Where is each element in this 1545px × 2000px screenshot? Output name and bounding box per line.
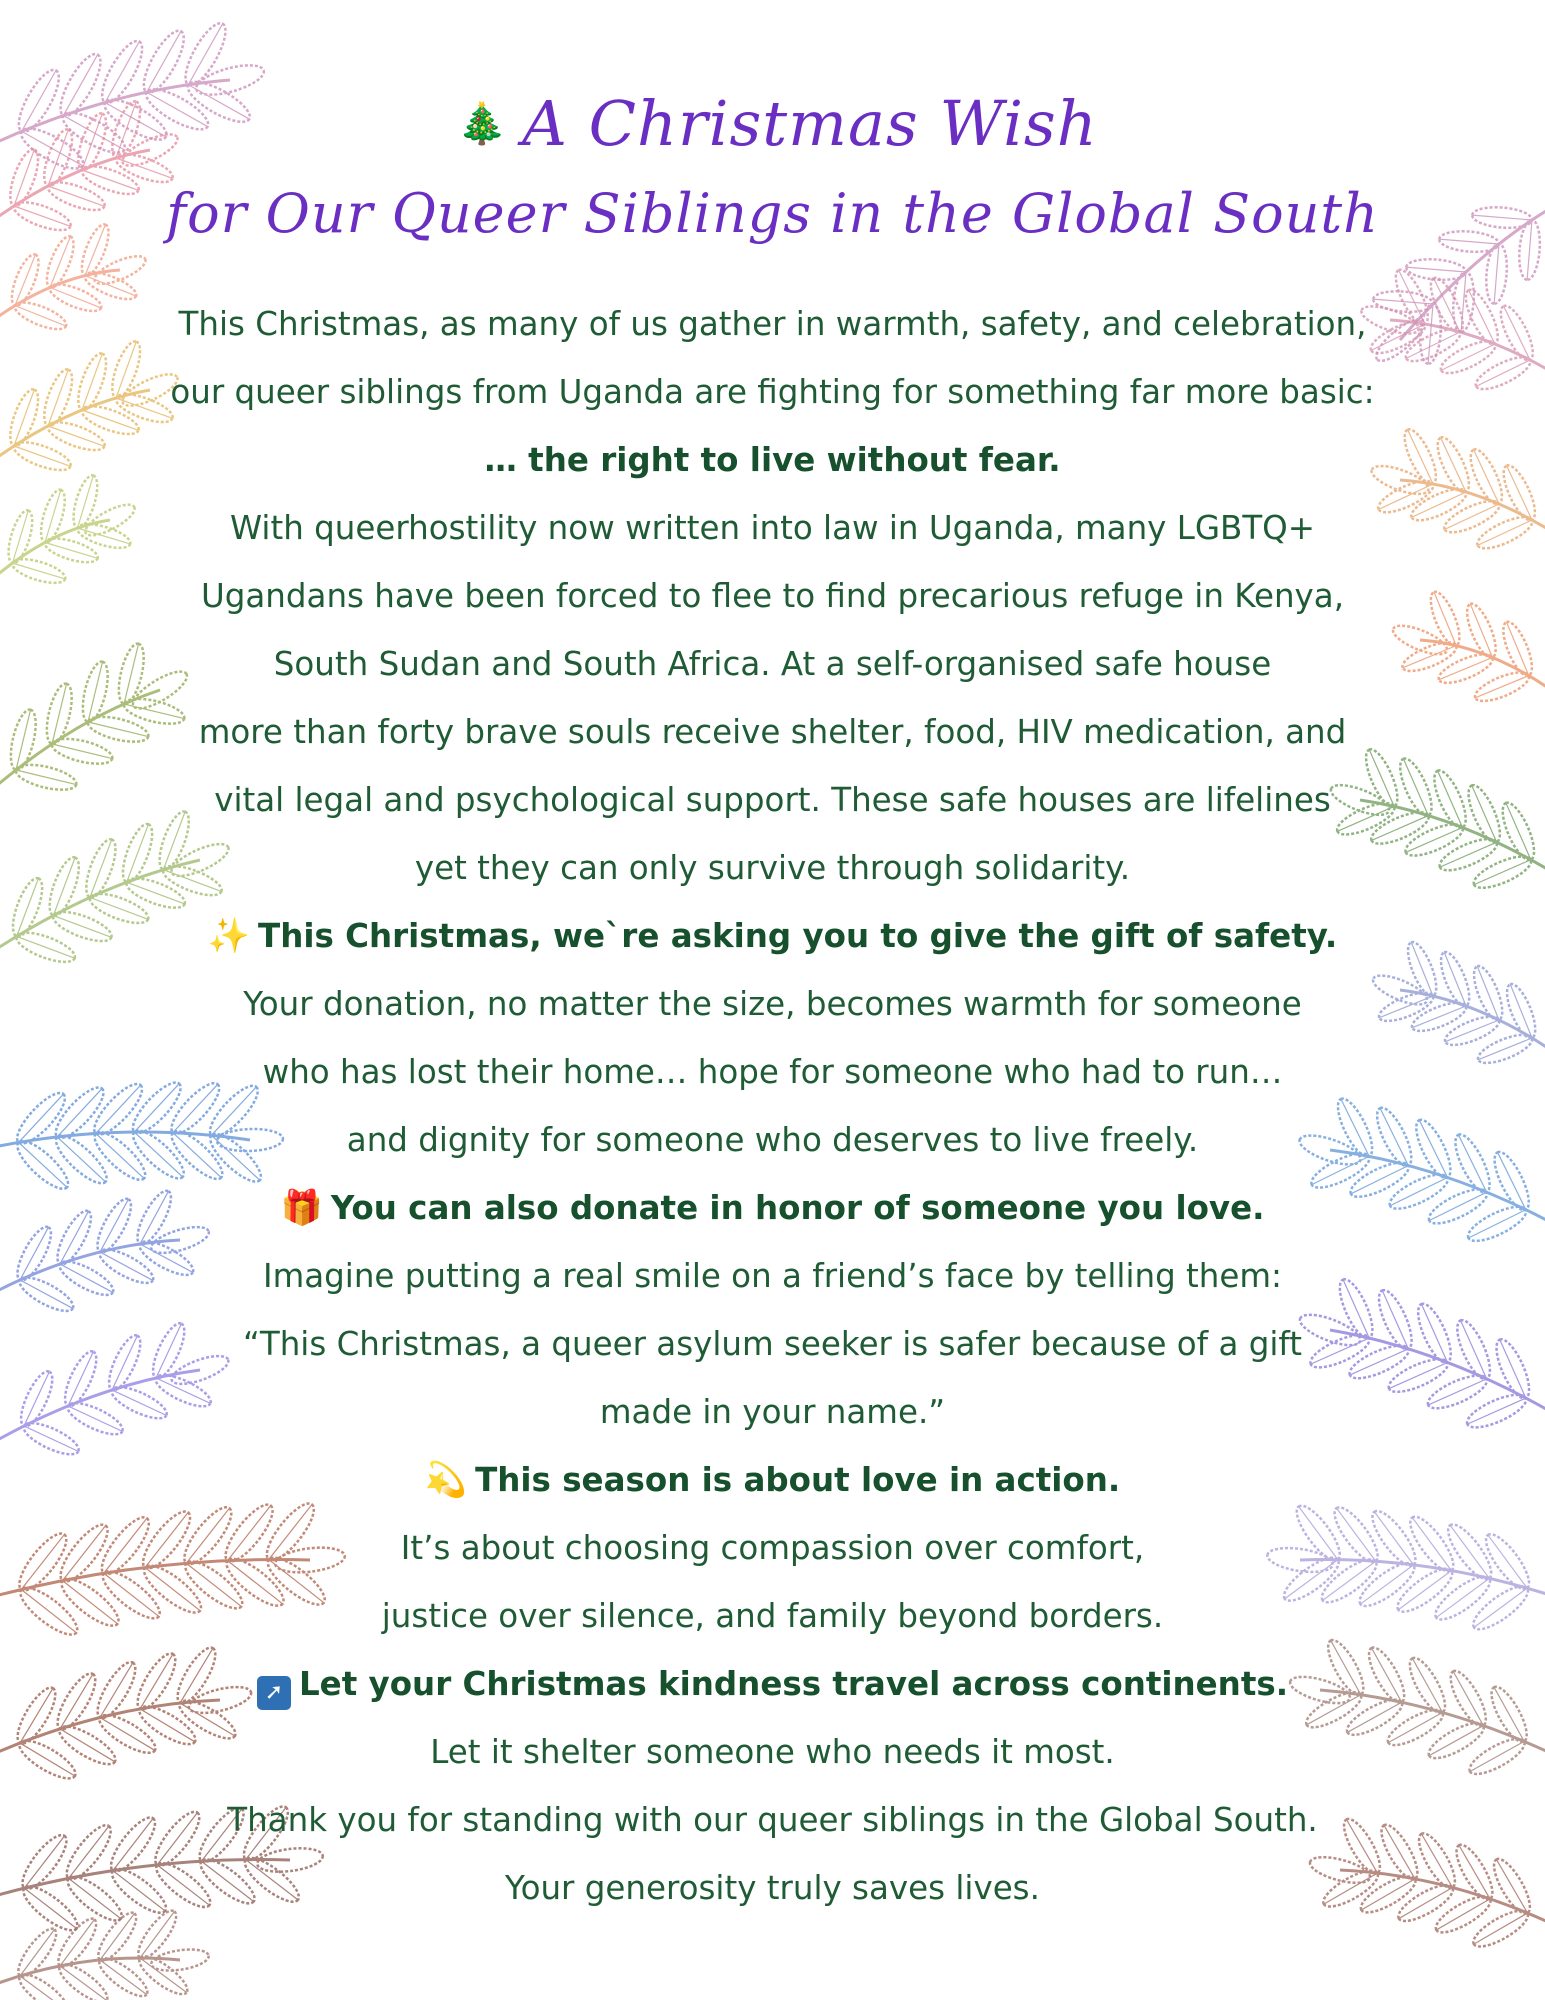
paragraph-line: vital legal and psychological support. These safe houses are lifelines	[214, 781, 1331, 819]
title-line-1: A Christmas Wish	[522, 87, 1098, 160]
paragraph-line: It’s about choosing compassion over comfort,	[400, 1529, 1145, 1567]
paragraph-line: yet they can only survive through solidarity.	[414, 849, 1131, 887]
title-line-2: for Our Queer Siblings in the Global South	[166, 182, 1379, 245]
heading-gift-of-safety: ✨ This Christmas, we`re asking you to give the gift of safety.	[0, 902, 1545, 970]
title	[0, 78, 1545, 258]
emphasis-line: … the right to live without fear.	[484, 441, 1061, 479]
rocket-icon: ➚	[257, 1676, 291, 1710]
paragraph-line: our queer siblings from Uganda are fighting for something far more basic:	[170, 373, 1375, 411]
paragraph-line: With queerhostility now written into law in Uganda, many LGBTQ+	[230, 509, 1315, 547]
paragraph-line: South Sudan and South Africa. At a self-organised safe house	[273, 645, 1272, 683]
paragraph-line: made in your name.”	[599, 1393, 946, 1431]
paragraph-line: and dignity for someone who deserves to live freely.	[346, 1121, 1199, 1159]
paragraph-line: more than forty brave souls receive shelter, food, HIV medication, and	[198, 713, 1347, 751]
paragraph-line: Let it shelter someone who needs it most.	[430, 1733, 1115, 1771]
christmas-tree-icon: 🎄	[457, 101, 509, 147]
heading-kindness-travel: ➚ Let your Christmas kindness travel across continents.	[0, 1650, 1545, 1718]
paragraph-line: Your donation, no matter the size, becomes warmth for someone	[243, 985, 1302, 1023]
paragraph-line: Imagine putting a real smile on a friend’s face by telling them:	[263, 1257, 1282, 1295]
paragraph-line: Ugandans have been forced to flee to find precarious refuge in Kenya,	[200, 577, 1345, 615]
paragraph-line: “This Christmas, a queer asylum seeker is safer because of a gift	[243, 1325, 1302, 1363]
sparkles-icon: ✨	[207, 916, 251, 956]
paragraph-line: Your generosity truly saves lives.	[505, 1869, 1040, 1907]
paragraph-line: This Christmas, as many of us gather in warmth, safety, and celebration,	[178, 305, 1367, 343]
letter-body	[0, 290, 1545, 1922]
gift-icon: 🎁	[280, 1188, 323, 1228]
dizzy-star-icon: 💫	[424, 1460, 468, 1500]
heading-love-in-action: 💫 This season is about love in action.	[0, 1446, 1545, 1514]
paragraph-line: justice over silence, and family beyond borders.	[381, 1597, 1164, 1635]
paragraph-line: Thank you for standing with our queer siblings in the Global South.	[227, 1801, 1318, 1839]
heading-donate-in-honor: 🎁 You can also donate in honor of someone you love.	[0, 1174, 1545, 1242]
paragraph-line: who has lost their home… hope for someone who had to run…	[262, 1053, 1283, 1091]
